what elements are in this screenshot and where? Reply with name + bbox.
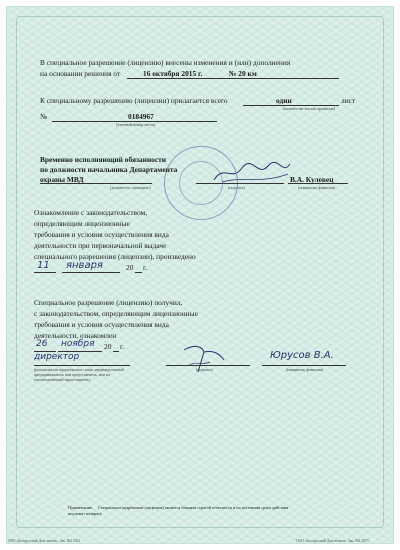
official-line-2: по должности начальника Департамента	[40, 165, 178, 174]
receipt-line-2: с законодательством, определяющим лицензионные	[34, 309, 198, 318]
recipient-position-caption-1: (руководитель юридического лица, индивидуальный	[34, 367, 124, 372]
position-underline	[40, 176, 152, 184]
receipt-line-3: требования и условия осуществления вида	[34, 320, 169, 329]
note-text-2: подлежит возврату.	[68, 511, 103, 516]
rec-date-day: 26	[36, 339, 48, 349]
acquaintance-line-1: Ознакомление с законодательством,	[34, 208, 148, 217]
recipient-signature-caption: (подпись)	[196, 367, 213, 372]
decision-number: № 20 км	[229, 69, 257, 78]
recipient-name: Юрусов В.А.	[270, 350, 334, 361]
acq-date-suffix: г.	[143, 263, 148, 272]
recipient-position-caption-2: предприниматель или представитель, или их	[34, 372, 111, 377]
recipient-position-caption-3: уполномоченный представитель)	[34, 377, 91, 382]
receipt-line-1: Специальное разрешение (лицензию) получил,	[34, 298, 183, 307]
license-sheet	[6, 6, 394, 544]
acq-year-underline	[135, 265, 142, 273]
sheet-number: 0184967	[128, 112, 154, 121]
number-sign: №	[40, 112, 48, 121]
acq-date-year: 20	[126, 263, 134, 272]
recipient-name-underline	[262, 358, 346, 366]
footer-right: ООО «Белорусский Дом печати». Зак. 002 2013	[296, 539, 369, 543]
attached-suffix: лист	[341, 96, 356, 105]
name-caption: (инициалы, фамилия)	[298, 185, 335, 190]
official-name: В.А. Кулевец	[290, 175, 334, 184]
acquaintance-line-5: специального разрешения (лицензии), произведено	[34, 252, 196, 261]
rec-date-suffix: г.	[120, 342, 125, 351]
signature-underline	[196, 176, 284, 184]
note-label: Примечание.	[68, 505, 94, 510]
rec-date-month: ноября	[61, 339, 95, 349]
acq-date-day: 11	[37, 260, 50, 271]
official-line-1: Временно исполняющий обязанности	[40, 155, 166, 164]
position-caption: (должность служащего)	[110, 185, 151, 190]
changes-line-1: В специальное разрешение (лицензию) внесены изменения и (или) дополнения	[40, 58, 291, 67]
recipient-signature-underline	[166, 358, 250, 366]
acq-date-month: января	[66, 260, 103, 271]
signature-caption: (подпись)	[228, 185, 245, 190]
changes-line-2-prefix: на основании решения от	[40, 69, 121, 78]
acquaintance-line-4: деятельности при первоначальной выдаче	[34, 241, 167, 250]
footer-left: ОАО «Белорусский Дом печати». Зак. 002 2013	[8, 539, 81, 543]
recipient-name-caption: (инициалы, фамилия)	[286, 367, 323, 372]
attached-count: один	[276, 96, 292, 105]
receipt-line-4: деятельности, ознакомлен	[34, 331, 117, 340]
decision-date: 16 октября 2015 г.	[143, 69, 203, 78]
name-underline	[288, 176, 348, 184]
acquaintance-line-3: требования и условия осуществления вида	[34, 230, 169, 239]
official-line-3: охраны МВД	[40, 175, 84, 184]
attached-prefix: К специальному разрешению (лицензии) прилагается всего	[40, 96, 228, 105]
count-caption: (количество листов прописью)	[283, 106, 336, 111]
number-caption: (учетный номер листа)	[116, 122, 156, 127]
recipient-position: директор	[34, 352, 80, 362]
rec-year-underline	[113, 344, 119, 352]
rec-date-year: 20	[104, 342, 112, 351]
recipient-position-underline	[34, 358, 130, 366]
acquaintance-line-2: определяющим лицензионные	[34, 219, 130, 228]
note-text-1: Специальное разрешение (лицензия) является бланком строгой отчетности и по истечении срока действия	[98, 505, 289, 510]
